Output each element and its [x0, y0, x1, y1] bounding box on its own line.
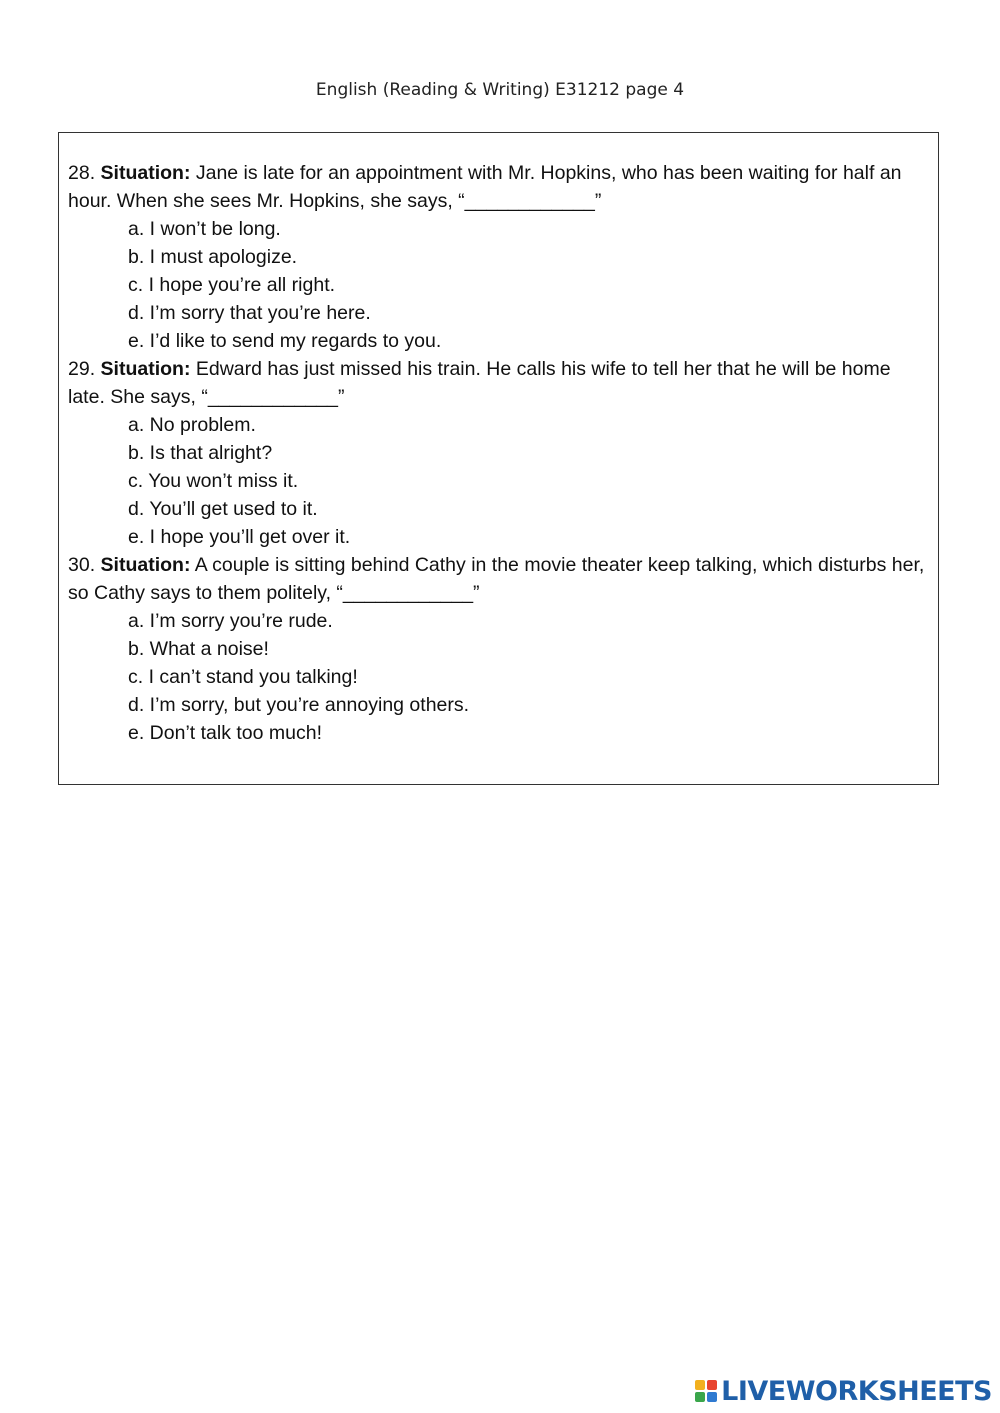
- page-header: English (Reading & Writing) E31212 page 4: [315, 80, 685, 100]
- option-c[interactable]: c. I can’t stand you talking!: [128, 666, 358, 688]
- question-list: [68, 159, 930, 747]
- option-a[interactable]: a. No problem.: [128, 414, 256, 436]
- situation-label: Situation:: [100, 162, 191, 184]
- option-b[interactable]: b. I must apologize.: [128, 246, 298, 268]
- option-c[interactable]: c. You won’t miss it.: [128, 470, 299, 492]
- logo-square-yellow: [695, 1380, 705, 1390]
- situation-label: Situation:: [100, 554, 191, 576]
- liveworksheets-logo: [695, 1373, 992, 1409]
- logo-square-blue: [707, 1392, 717, 1402]
- situation-text: A couple is sitting behind Cathy in the movie theater keep talking, which disturbs her, so Cathy says to them politely, “____________”: [68, 554, 925, 604]
- question-28: [68, 159, 930, 355]
- option-b[interactable]: b. What a noise!: [128, 638, 269, 660]
- option-e[interactable]: e. Don’t talk too much!: [128, 722, 323, 744]
- option-list: [68, 411, 930, 551]
- option-list: [68, 607, 930, 747]
- option-a[interactable]: a. I’m sorry you’re rude.: [128, 610, 333, 632]
- option-e[interactable]: e. I’d like to send my regards to you.: [128, 330, 442, 352]
- question-number: 30.: [68, 554, 96, 576]
- option-e[interactable]: e. I hope you’ll get over it.: [128, 526, 351, 548]
- option-d[interactable]: d. I’m sorry that you’re here.: [128, 302, 371, 324]
- situation-text: Jane is late for an appointment with Mr. Hopkins, who has been waiting for half an hour. When she sees Mr. Hopkins, she says, “____________”: [68, 162, 902, 212]
- logo-text: LIVEWORKSHEETS: [721, 1375, 992, 1407]
- logo-square-red: [707, 1380, 717, 1390]
- option-d[interactable]: d. You’ll get used to it.: [128, 498, 318, 520]
- option-c[interactable]: c. I hope you’re all right.: [128, 274, 336, 296]
- option-list: [68, 215, 930, 355]
- logo-square-green: [695, 1392, 705, 1402]
- question-30: [68, 551, 930, 747]
- logo-icon: [695, 1380, 717, 1402]
- question-text: [68, 355, 930, 411]
- situation-text: Edward has just missed his train. He calls his wife to tell her that he will be home late. She says, “____________”: [68, 358, 891, 408]
- question-number: 28.: [68, 162, 96, 184]
- situation-label: Situation:: [100, 358, 191, 380]
- question-number: 29.: [68, 358, 96, 380]
- question-box: [58, 132, 939, 785]
- question-29: [68, 355, 930, 551]
- option-b[interactable]: b. Is that alright?: [128, 442, 273, 464]
- option-d[interactable]: d. I’m sorry, but you’re annoying others.: [128, 694, 470, 716]
- question-text: [68, 159, 930, 215]
- option-a[interactable]: a. I won’t be long.: [128, 218, 281, 240]
- question-text: [68, 551, 930, 607]
